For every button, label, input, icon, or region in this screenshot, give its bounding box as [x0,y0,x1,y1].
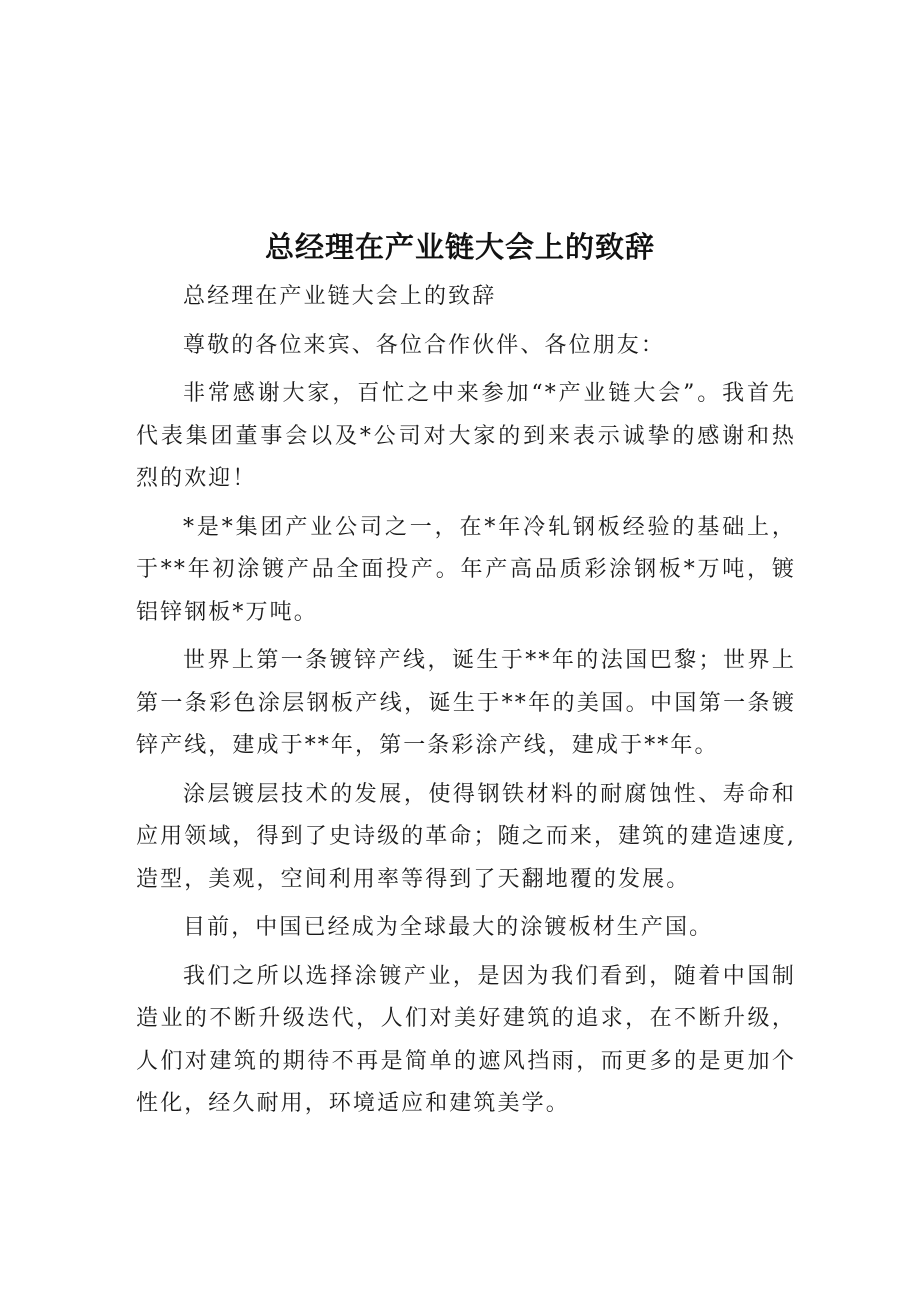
paragraph-china-status: 目前，中国已经成为全球最大的涂镀板材生产国。 [183,915,714,940]
paragraph-thanks: 非常感谢大家，百忙之中来参加“*产业链大会”。我首先代表集团董事会以及*公司对大家的到来表示诚挚的感谢和热烈的欢迎！ [136,381,796,491]
paragraph-subtitle: 总经理在产业链大会上的致辞 [183,284,497,309]
document-body [136,276,796,1132]
paragraph-history: 世界上第一条镀锌产线，诞生于**年的法国巴黎；世界上第一条彩色涂层钢板产线，诞生于**年的美国。中国第一条镀锌产线，建成于**年，第一条彩涂产线，建成于**年。 [136,648,796,758]
document-title: 总经理在产业链大会上的致辞 [264,230,655,264]
paragraph-why-coating: 我们之所以选择涂镀产业，是因为我们看到，随着中国制造业的不断升级迭代，人们对美好建筑的追求，在不断升级，人们对建筑的期待不再是简单的遮风挡雨，而更多的是更加个性化，经久耐用，环境适应和建筑美学。 [136,963,796,1116]
paragraph-salutation: 尊敬的各位来宾、各位合作伙伴、各位朋友： [183,332,666,358]
paragraph-technology: 涂层镀层技术的发展，使得钢铁材料的耐腐蚀性、寿命和应用领域，得到了史诗级的革命；随之而来，建筑的建造速度,造型，美观，空间利用率等得到了天翻地覆的发展。 [136,781,796,892]
paragraph-company-intro: *是*集团产业公司之一，在*年冷轧钢板经验的基础上，于**年初涂镀产品全面投产。年产高品质彩涂钢板*万吨，镀铝锌钢板*万吨。 [136,514,796,625]
